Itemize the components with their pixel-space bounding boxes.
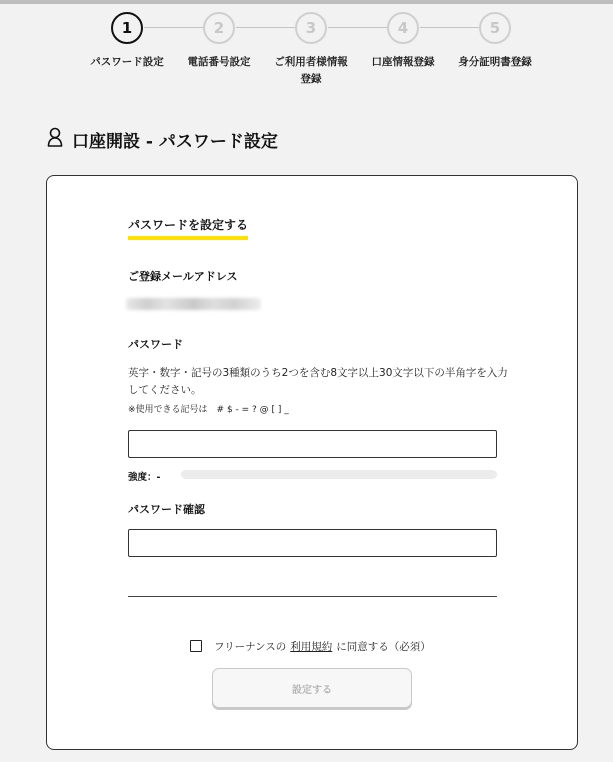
- agree-suffix-text: に同意する（必須）: [336, 640, 431, 653]
- password-label: パスワード: [128, 338, 183, 351]
- section-heading: パスワードを設定する: [128, 216, 248, 236]
- password-description: 英字・数字・記号の3種類のうち2つを含む8文字以上30文字以下の半角字を入力してください。: [128, 367, 508, 396]
- step-2-label: 電話番号設定: [187, 56, 251, 68]
- progress-stepper: [0, 6, 613, 96]
- email-label: ご登録メールアドレス: [128, 270, 238, 283]
- step-1-circle: 1: [111, 12, 143, 44]
- confirm-password-label: パスワード確認: [128, 503, 205, 516]
- allowed-symbols-note: ※使用できる記号は # $ - = ? @ [ ] _: [128, 405, 289, 415]
- step-connector: [236, 27, 298, 28]
- password-strength-bar: [181, 470, 497, 479]
- page-title: [47, 126, 278, 152]
- confirm-password-input[interactable]: [128, 529, 497, 557]
- submit-button[interactable]: 設定する: [212, 668, 412, 708]
- step-5-circle: 5: [479, 12, 511, 44]
- step-2-circle: 2: [203, 12, 235, 44]
- terms-link[interactable]: 利用規約: [290, 640, 333, 653]
- step-4-label: 口座情報登録: [371, 56, 435, 68]
- password-form-card: [46, 175, 578, 750]
- page-title-text: 口座開設 - パスワード設定: [72, 131, 278, 152]
- step-5-label: 身分証明書登録: [458, 56, 532, 68]
- step-3-circle: 3: [295, 12, 327, 44]
- window-top-edge: [0, 0, 613, 4]
- terms-checkbox[interactable]: [190, 640, 202, 652]
- step-connector: [144, 27, 206, 28]
- step-connector: [328, 27, 390, 28]
- step-connector: [420, 27, 482, 28]
- terms-agreement-row: [190, 638, 431, 654]
- user-icon: [47, 127, 63, 152]
- password-input[interactable]: [128, 430, 497, 458]
- step-3-label: ご利用者様情報 登録: [274, 56, 348, 85]
- email-value-redacted: [126, 298, 261, 310]
- password-strength-label: 強度：-: [128, 472, 161, 483]
- form-divider: [128, 596, 497, 597]
- step-4-circle: 4: [387, 12, 419, 44]
- agree-prefix-text: フリーナンスの: [214, 640, 287, 653]
- step-1-label: パスワード設定: [90, 56, 164, 68]
